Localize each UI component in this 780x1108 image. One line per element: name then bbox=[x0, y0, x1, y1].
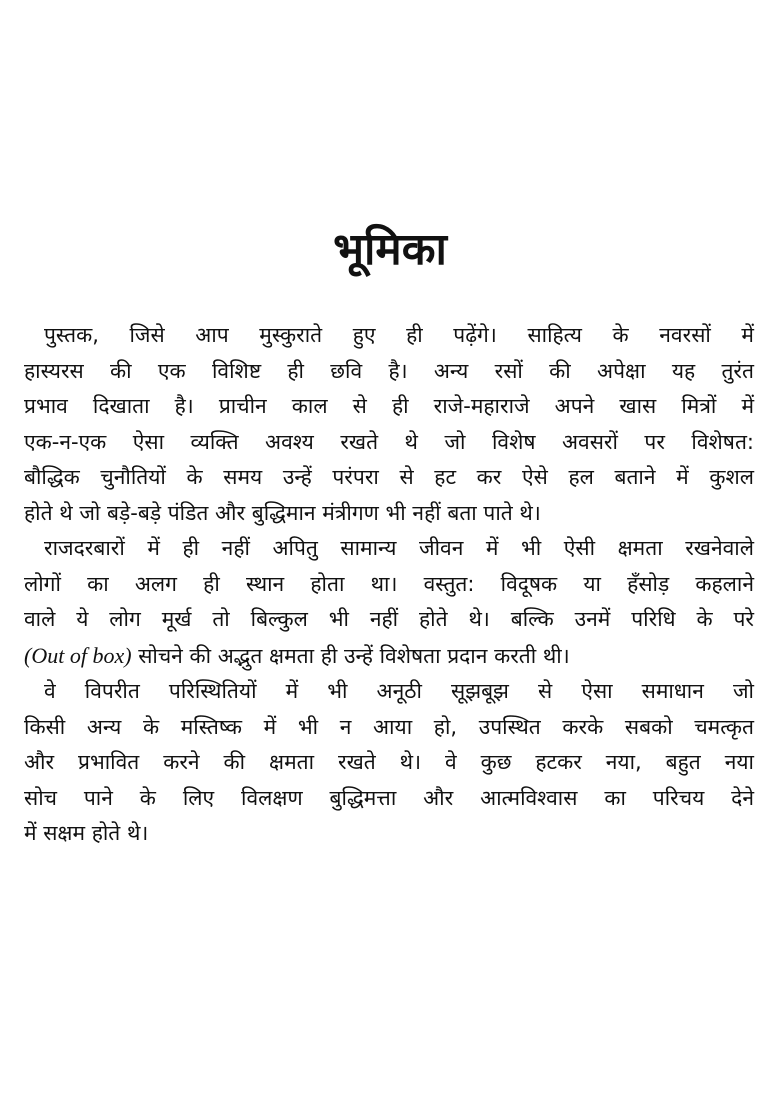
paragraph-1-line-2: हास्यरस की एक विशिष्ट ही छवि है। अन्य रसों की अपेक्षा यह तुरंत bbox=[24, 358, 754, 383]
paragraph-3-line-3: और प्रभावित करने की क्षमता रखते थे। वे कुछ हटकर नया, बहुत नया bbox=[24, 750, 754, 774]
paragraph-1-line-4: एक-न-एक ऐसा व्यक्ति अवश्य रखते थे जो विशेष अवसरों पर विशेषत: bbox=[24, 429, 754, 454]
paragraph-2-line-4 bbox=[24, 638, 754, 675]
paragraph-3-line-5: में सक्षम होते थे। bbox=[24, 821, 149, 845]
paragraph-2-line-4-rest: सोचने की अद्भुत क्षमता ही उन्हें विशेषता प्रदान करती थी। bbox=[131, 643, 570, 668]
paragraph-3-line-4: सोच पाने के लिए विलक्षण बुद्धिमत्ता और आत्मविश्वास का परिचय देने bbox=[24, 785, 754, 810]
paragraph-2-line-1: राजदरबारों में ही नहीं अपितु सामान्य जीवन में भी ऐसी क्षमता रखनेवाले bbox=[44, 536, 754, 560]
paragraph-3-line-1: वे विपरीत परिस्थितियों में भी अनूठी सूझबूझ से ऐसा समाधान जो bbox=[44, 679, 754, 703]
paragraph-2-line-3: वाले ये लोग मूर्ख तो बिल्कुल भी नहीं होते थे। बल्कि उनमें परिधि के परे bbox=[24, 607, 754, 631]
preface-body bbox=[24, 318, 754, 852]
latin-phrase-out-of-box: (Out of box) bbox=[24, 642, 132, 668]
paragraph-2-line-2: लोगों का अलग ही स्थान होता था। वस्तुत: विदूषक या हँसोड़ कहलाने bbox=[24, 571, 754, 596]
paragraph-3-line-2: किसी अन्य के मस्तिष्क में भी न आया हो, उपस्थित करके सबको चमत्कृत bbox=[24, 714, 754, 739]
paragraph-1-line-6: होते थे जो बड़े-बड़े पंडित और बुद्धिमान मंत्रीगण भी नहीं बता पाते थे। bbox=[24, 500, 541, 525]
paragraph-1-line-5: बौद्धिक चुनौतियों के समय उन्हें परंपरा से हट कर ऐसे हल बताने में कुशल bbox=[24, 465, 754, 489]
paragraph-1-line-1: पुस्तक, जिसे आप मुस्कुराते हुए ही पढ़ेंगे। साहित्य के नवरसों में bbox=[44, 323, 754, 347]
page-title: भूमिका bbox=[333, 224, 447, 275]
paragraph-1-line-3: प्रभाव दिखाता है। प्राचीन काल से ही राजे-महाराजे अपने खास मित्रों में bbox=[24, 394, 754, 418]
